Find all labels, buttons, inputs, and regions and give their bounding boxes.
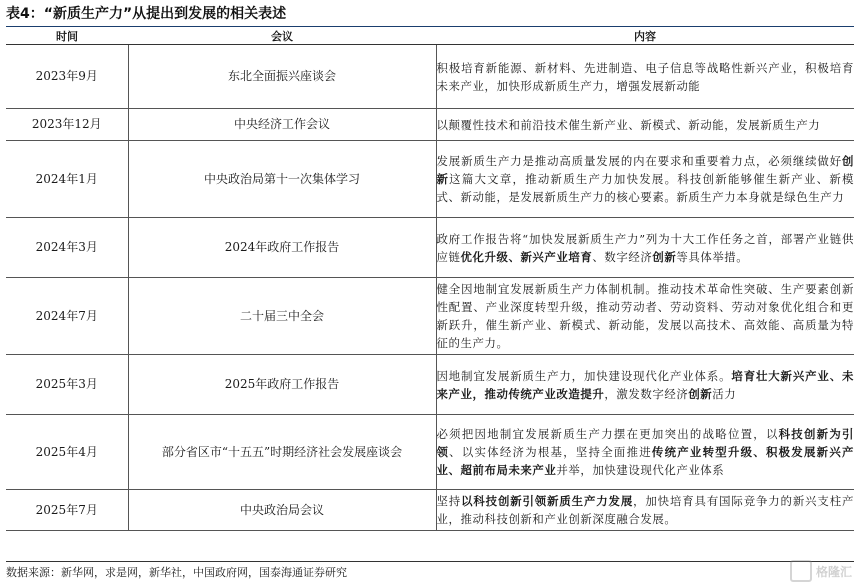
content-segment: 因地制宜发展新质生产力，加快建设现代化产业体系。 bbox=[436, 368, 732, 383]
header-content: 内容 bbox=[436, 28, 854, 45]
cell-time: 2023年9月 bbox=[6, 45, 128, 109]
cell-meeting: 中央政治局第十一次集体学习 bbox=[128, 141, 436, 218]
cell-content bbox=[436, 355, 854, 415]
content-segment: 、数字经济 bbox=[592, 249, 653, 264]
table-row bbox=[6, 355, 854, 415]
cell-content bbox=[436, 415, 854, 490]
content-segment: 健全因地制宜发展新质生产力体制机制。推动技术革命性突破、生产要素创新性配置、产业深度转型升级，推动劳动者、劳动资料、劳动对象优化组合和更新跃升，催生新产业、新模式、新动能，发展以高技术、高效能、高质量为特征的生产力。 bbox=[436, 282, 854, 350]
content-bold-segment: 创新 bbox=[652, 249, 677, 264]
content-segment: ，激发数字经济 bbox=[604, 386, 689, 401]
statements-table bbox=[6, 28, 854, 531]
cell-content bbox=[436, 218, 854, 278]
watermark bbox=[790, 560, 852, 582]
cell-content bbox=[436, 278, 854, 355]
cell-time: 2025年7月 bbox=[6, 490, 128, 531]
table-row bbox=[6, 109, 854, 141]
cell-time: 2024年7月 bbox=[6, 278, 128, 355]
table-title: 表4：“新质生产力”从提出到发展的相关表述 bbox=[6, 6, 287, 22]
cell-time: 2024年1月 bbox=[6, 141, 128, 218]
cell-meeting: 2024年政府工作报告 bbox=[128, 218, 436, 278]
table-row bbox=[6, 278, 854, 355]
content-segment: 这篇大文章，推动新质生产力加快发展。科技创新能够催生新产业、新模式、新动能，是发展新质生产力的核心要素。新质生产力本身就是绿色生产力 bbox=[436, 172, 854, 204]
title-divider bbox=[6, 26, 854, 27]
cell-meeting: 中央经济工作会议 bbox=[128, 109, 436, 141]
content-bold-segment: 创新 bbox=[436, 154, 854, 186]
content-segment: 积极培育新能源、新材料、先进制造、电子信息等战略性新兴产业，积极培育未来产业，加快形成新质生产力，增强发展新动能 bbox=[436, 60, 854, 93]
gelonghui-logo-icon bbox=[790, 560, 812, 582]
content-segment: 发展新质生产力是推动高质量发展的内在要求和重要着力点，必须继续做好 bbox=[436, 154, 842, 168]
cell-content bbox=[436, 109, 854, 141]
bottom-divider bbox=[6, 561, 854, 562]
content-segment: 以颠覆性技术和前沿技术催生新产业、新模式、新动能，发展新质生产力 bbox=[436, 117, 821, 132]
table-row bbox=[6, 218, 854, 278]
cell-time: 2023年12月 bbox=[6, 109, 128, 141]
source-note: 数据来源：新华网，求是网，新华社，中国政府网，国泰海通证券研究 bbox=[6, 566, 347, 579]
content-bold-segment: 优化升级、新兴产业培育 bbox=[460, 249, 593, 264]
cell-meeting: 部分省区市“十五五”时期经济社会发展座谈会 bbox=[128, 415, 436, 490]
cell-meeting: 东北全面振兴座谈会 bbox=[128, 45, 436, 109]
content-bold-segment: 以科技创新引领新质生产力发展 bbox=[461, 494, 634, 508]
watermark-text: 格隆汇 bbox=[815, 564, 852, 579]
table-row bbox=[6, 141, 854, 218]
content-segment: 坚持 bbox=[436, 494, 462, 508]
table-header-row bbox=[6, 28, 854, 45]
cell-time: 2024年3月 bbox=[6, 218, 128, 278]
cell-meeting: 中央政治局会议 bbox=[128, 490, 436, 531]
cell-content bbox=[436, 490, 854, 531]
content-bold-segment: 创新 bbox=[688, 386, 713, 401]
content-segment: 必须把因地制宜发展新质生产力摆在更加突出的战略位置，以 bbox=[436, 427, 779, 441]
content-segment: 、以实体经济为根基，坚持全面推进 bbox=[449, 445, 652, 459]
content-bold-segment: 培育壮大新兴产业、未来产业，推动传统产业改造提升 bbox=[436, 368, 854, 401]
table-row bbox=[6, 490, 854, 531]
header-meeting: 会议 bbox=[128, 28, 436, 45]
table-row bbox=[6, 415, 854, 490]
table-row bbox=[6, 45, 854, 109]
content-bold-segment: 科技创新为引领 bbox=[436, 427, 854, 459]
cell-time: 2025年3月 bbox=[6, 355, 128, 415]
content-segment: ，加快培育具有国际竞争力的新兴支柱产业，推动科技创新和产业创新深度融合发展。 bbox=[436, 494, 854, 526]
content-segment: 政府工作报告将“加快发展新质生产力”列为十大工作任务之首，部署产业链供应链 bbox=[436, 231, 854, 264]
cell-meeting: 二十届三中全会 bbox=[128, 278, 436, 355]
content-segment: 等具体举措。 bbox=[676, 249, 749, 264]
cell-content bbox=[436, 45, 854, 109]
cell-meeting: 2025年政府工作报告 bbox=[128, 355, 436, 415]
content-segment: 并举，加快建设现代化产业体系 bbox=[556, 463, 725, 477]
content-segment: 活力 bbox=[712, 386, 737, 401]
cell-content bbox=[436, 141, 854, 218]
header-time: 时间 bbox=[6, 28, 128, 45]
content-bold-segment: 传统产业转型升级、积极发展新兴产业、超前布局未来产业 bbox=[436, 445, 854, 477]
cell-time: 2025年4月 bbox=[6, 415, 128, 490]
